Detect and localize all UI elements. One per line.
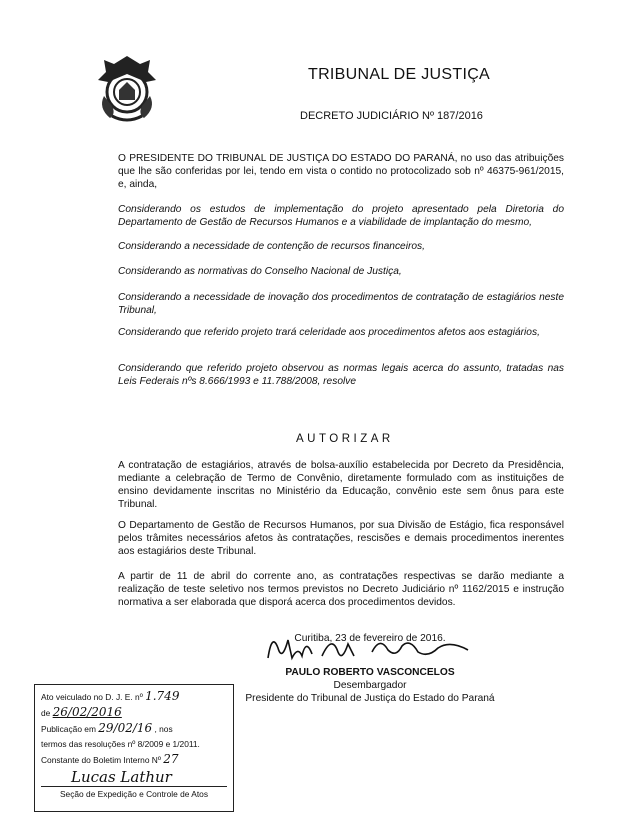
- publication-stamp: [34, 684, 234, 812]
- stamp-label: Constante do Boletim Interno Nº: [41, 755, 161, 765]
- stamp-line-5: [41, 752, 227, 768]
- stamp-line-3: [41, 721, 227, 737]
- considerando-2: Considerando a necessidade de contenção de recursos financeiros,: [118, 241, 425, 252]
- considerando-5: Considerando que referido projeto trará celeridade aos procedimentos afetos aos estagiários,: [118, 327, 540, 338]
- intro-paragraph: O PRESIDENTE DO TRIBUNAL DE JUSTIÇA DO ESTADO DO PARANÁ, no uso das atribuições que lhe são conferidas por lei, tendo em vista o contido no protocolizado sob nº 46375-961/2015, e, ainda,: [118, 153, 564, 190]
- stamp-label: Ato veiculado no D. J. E. nº: [41, 692, 143, 702]
- stamp-line-1: [41, 689, 227, 705]
- stamp-label: de: [41, 708, 51, 718]
- stamp-value: 29/02/16: [98, 721, 153, 735]
- section-heading: AUTORIZAR: [296, 433, 394, 445]
- stamp-label: Publicação em: [41, 724, 96, 734]
- considerando-6: Considerando que referido projeto observou as normas legais acerca do assunto, tratadas nas Leis Federais nºs 8.666/1993 e 11.788/2008, resolve: [118, 363, 564, 387]
- article-2: O Departamento de Gestão de Recursos Humanos, por sua Divisão de Estágio, fica responsável pelos trâmites necessários afetos às contratações, rescisões e demais procedimentos inerentes aos estagiários deste Tribunal.: [118, 520, 564, 557]
- place-date: Curitiba, 23 de fevereiro de 2016.: [294, 633, 446, 644]
- considerando-4: Considerando a necessidade de inovação dos procedimentos de contratação de estagiários neste Tribunal,: [118, 292, 564, 316]
- signer-name: PAULO ROBERTO VASCONCELOS: [285, 667, 455, 678]
- stamp-line-2: [41, 705, 227, 721]
- decree-number: DECRETO JUDICIÁRIO Nº 187/2016: [300, 110, 483, 122]
- stamp-signature: Lucas Lathur: [71, 768, 172, 786]
- page-title: TRIBUNAL DE JUSTIÇA: [308, 66, 491, 83]
- article-1: A contratação de estagiários, através de bolsa-auxílio estabelecida por Decreto da Presidência, mediante a celebração de Termo de Convênio, diretamente formulado com as instituições de ensino devidamente inscritas no Ministério da Educação, convênio este sem ônus para este Tribunal.: [118, 460, 564, 510]
- stamp-line-4: termos das resoluções nº 8/2009 e 1/2011.: [41, 739, 200, 749]
- considerando-3: Considerando as normativas do Conselho Nacional de Justiça,: [118, 266, 402, 277]
- signer-position: Presidente do Tribunal de Justiça do Estado do Paraná: [245, 693, 495, 704]
- coat-of-arms-emblem: [92, 52, 162, 124]
- article-3: A partir de 11 de abril do corrente ano, as contratações respectivas se darão mediante a realização de teste seletivo nos termos previstos no Decreto Judiciário nº 1162/2015 e instrução normativa a ser elaborada que disporá acerca dos procedimentos devidos.: [118, 571, 564, 608]
- stamp-value: 26/02/2016: [52, 705, 122, 719]
- stamp-suffix: , nos: [154, 724, 173, 734]
- considerando-1: Considerando os estudos de implementação do projeto apresentado pela Diretoria do Departamento de Gestão de Recursos Humanos e a viabilidade de implantação do mesmo,: [118, 204, 564, 228]
- signer-role: Desembargador: [333, 680, 407, 691]
- stamp-footer: Seção de Expedição e Controle de Atos: [41, 786, 227, 802]
- stamp-value: 1.749: [145, 689, 180, 703]
- stamp-value: 27: [163, 752, 179, 766]
